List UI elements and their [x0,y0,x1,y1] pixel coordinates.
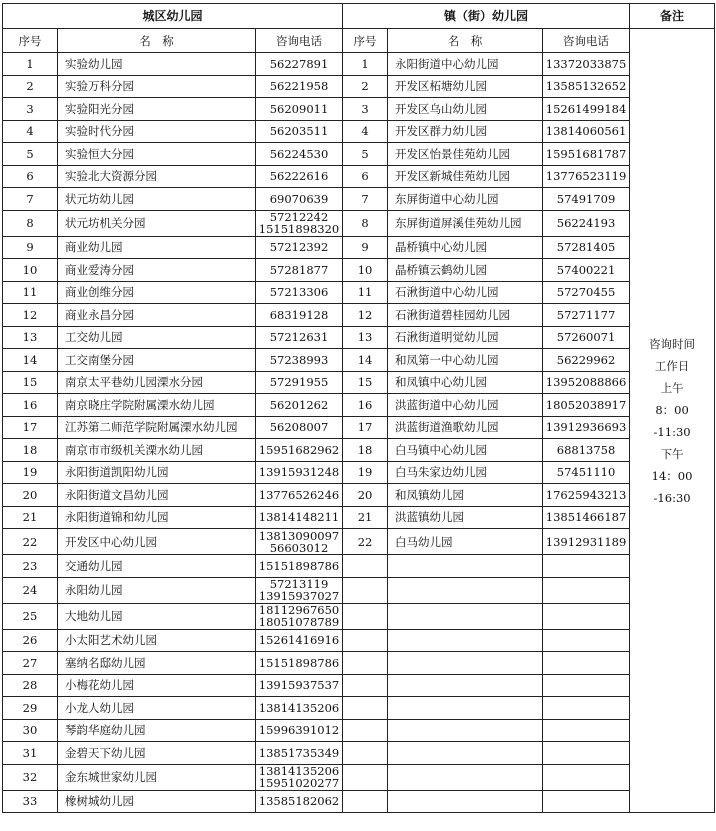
city-no-cell: 30 [3,719,58,742]
city-phone-cell [256,281,343,304]
city-name-cell: 工交南堡分园 [58,349,256,372]
town-name-cell: 和凤镇幼儿园 [388,484,543,507]
city-phone-number: 57281877 [269,262,329,277]
city-phone-number: 56209011 [269,101,329,116]
table-row [3,98,715,121]
city-name-cell: 交通幼儿园 [58,555,256,578]
city-phone-cell [256,674,343,697]
town-name-cell-empty [388,577,543,603]
table-row [3,304,715,327]
city-phone-number: 57212631 [269,330,329,345]
town-col-no-header: 序号 [343,29,388,53]
table-row [3,629,715,652]
city-name-cell: 实验恒大分园 [58,143,256,166]
town-phone-cell: 13814060561 [543,120,630,143]
town-phone-cell: 57270455 [543,281,630,304]
town-name-cell-empty [388,652,543,675]
city-phone-number: 56221958 [269,79,329,94]
town-no-cell: 13 [343,326,388,349]
city-no-cell: 33 [3,790,58,813]
city-phone-number: 15996391012 [258,723,340,738]
town-phone-cell: 15261499184 [543,98,630,121]
table-row [3,371,715,394]
table-row [3,416,715,439]
town-no-cell: 4 [343,120,388,143]
town-phone-cell-empty [543,577,630,603]
city-no-cell: 11 [3,281,58,304]
town-phone-cell-empty [543,790,630,813]
table-row [3,652,715,675]
town-name-cell-empty [388,603,543,629]
town-phone-cell: 13372033875 [543,53,630,76]
table-row [3,790,715,813]
town-phone-cell: 57260071 [543,326,630,349]
town-no-cell: 18 [343,439,388,462]
town-no-cell-empty [343,603,388,629]
city-phone-cell [256,790,343,813]
town-no-cell: 9 [343,236,388,259]
town-name-cell: 开发区怡景佳苑幼儿园 [388,143,543,166]
town-no-cell: 2 [343,75,388,98]
city-name-cell: 永阳幼儿园 [58,577,256,603]
city-no-cell: 12 [3,304,58,327]
city-phone-number: 57213306 [269,285,329,300]
city-phone-cell [256,236,343,259]
city-phone-cell [256,697,343,720]
city-no-cell: 26 [3,629,58,652]
city-phone-number: 13585182062 [258,794,340,809]
city-phone-cell [256,53,343,76]
table-row [3,506,715,529]
notes-line: 14：00 [651,468,693,483]
city-no-cell: 15 [3,371,58,394]
town-name-cell: 开发区新城佳苑幼儿园 [388,165,543,188]
city-phone-number: 18051078789 [258,615,340,629]
town-name-cell-empty [388,555,543,578]
city-phone-number: 15951020277 [258,776,340,790]
city-col-name-header: 名 称 [58,29,256,53]
city-phone-cell [256,349,343,372]
city-phone-cell [256,143,343,166]
city-no-cell: 20 [3,484,58,507]
town-phone-cell: 56224193 [543,210,630,236]
town-no-cell: 3 [343,98,388,121]
table-row [3,555,715,578]
town-name-cell: 石湫街道中心幼儿园 [388,281,543,304]
town-name-cell: 东屏街道中心幼儿园 [388,188,543,211]
city-no-cell: 5 [3,143,58,166]
city-phone-cell [256,371,343,394]
table-row [3,326,715,349]
city-phone-number: 57291955 [269,375,329,390]
city-phone-number: 15151898786 [258,558,340,573]
city-name-cell: 塞纳名邸幼儿园 [58,652,256,675]
city-phone-cell [256,555,343,578]
town-no-cell: 21 [343,506,388,529]
town-phone-cell-empty [543,652,630,675]
town-no-cell-empty [343,577,388,603]
city-phone-number: 56203511 [269,124,329,139]
city-phone-cell [256,98,343,121]
town-name-cell: 晶桥镇云鹤幼儿园 [388,259,543,282]
notes-line: -16:30 [653,490,691,505]
city-phone-number: 13915931248 [258,465,340,480]
notes-header: 备注 [630,4,715,29]
city-phone-cell [256,304,343,327]
town-no-cell-empty [343,652,388,675]
town-name-cell-empty [388,742,543,765]
city-name-cell: 金碧天下幼儿园 [58,742,256,765]
table-row [3,603,715,629]
city-name-cell: 永阳街道凯阳幼儿园 [58,461,256,484]
city-phone-cell [256,120,343,143]
town-name-cell: 石湫街道碧桂园幼儿园 [388,304,543,327]
city-col-no-header: 序号 [3,29,58,53]
table-row [3,674,715,697]
city-phone-cell [256,394,343,417]
town-no-cell: 10 [343,259,388,282]
town-section-header: 镇（街）幼儿园 [343,4,630,29]
city-phone-number: 68319128 [269,307,329,322]
city-no-cell: 25 [3,603,58,629]
city-name-cell: 商业幼儿园 [58,236,256,259]
city-phone-number: 56201262 [269,397,329,412]
city-name-cell: 商业创维分园 [58,281,256,304]
town-name-cell: 白马镇中心幼儿园 [388,439,543,462]
city-phone-cell [256,719,343,742]
kindergarten-table [2,3,715,813]
table-row [3,75,715,98]
notes-cell [630,29,715,813]
town-phone-cell: 57491709 [543,188,630,211]
town-name-cell: 石湫街道明觉幼儿园 [388,326,543,349]
town-no-cell: 8 [343,210,388,236]
kindergarten-table-wrapper [2,3,715,813]
city-phone-cell [256,461,343,484]
notes-line: 上午 [660,380,684,395]
town-no-cell: 7 [343,188,388,211]
town-phone-cell: 17625943213 [543,484,630,507]
city-phone-number: 18112967650 [258,603,340,617]
table-row [3,742,715,765]
city-phone-cell [256,165,343,188]
city-no-cell: 21 [3,506,58,529]
town-phone-cell: 13776523119 [543,165,630,188]
town-name-cell: 东屏街道屏溪佳苑幼儿园 [388,210,543,236]
city-no-cell: 4 [3,120,58,143]
table-row [3,719,715,742]
city-no-cell: 24 [3,577,58,603]
city-no-cell: 6 [3,165,58,188]
town-name-cell-empty [388,719,543,742]
city-no-cell: 22 [3,529,58,555]
town-col-phone-header: 咨询电话 [543,29,630,53]
city-phone-number: 57212392 [269,240,329,255]
town-name-cell: 和凤镇中心幼儿园 [388,371,543,394]
city-phone-cell [256,652,343,675]
city-phone-cell [256,188,343,211]
city-no-cell: 18 [3,439,58,462]
notes-line: 工作日 [654,358,690,373]
city-phone-cell [256,75,343,98]
city-name-cell: 橡树城幼儿园 [58,790,256,813]
notes-line: 下午 [660,446,684,461]
city-no-cell: 31 [3,742,58,765]
town-phone-cell: 57400221 [543,259,630,282]
city-name-cell: 商业爱涛分园 [58,259,256,282]
town-phone-cell-empty [543,697,630,720]
town-no-cell-empty [343,719,388,742]
town-name-cell-empty [388,697,543,720]
city-phone-number: 13851735349 [258,745,340,760]
city-name-cell: 小龙人幼儿园 [58,697,256,720]
city-name-cell: 实验幼儿园 [58,53,256,76]
city-phone-number: 56222616 [269,169,329,184]
city-name-cell: 开发区中心幼儿园 [58,529,256,555]
town-no-cell: 1 [343,53,388,76]
city-no-cell: 23 [3,555,58,578]
town-name-cell-empty [388,629,543,652]
city-phone-number: 13814148211 [258,510,340,525]
city-no-cell: 9 [3,236,58,259]
city-phone-number: 15951682962 [258,442,340,457]
town-no-cell-empty [343,674,388,697]
city-no-cell: 16 [3,394,58,417]
city-no-cell: 29 [3,697,58,720]
town-col-name-header: 名 称 [388,29,543,53]
table-row [3,764,715,790]
table-row [3,259,715,282]
city-phone-number: 13813090097 [258,528,340,543]
city-phone-number: 15151898786 [258,655,340,670]
city-no-cell: 13 [3,326,58,349]
town-no-cell: 19 [343,461,388,484]
town-phone-cell: 57281405 [543,236,630,259]
city-name-cell: 小梅花幼儿园 [58,674,256,697]
town-phone-cell: 57451110 [543,461,630,484]
town-phone-cell: 18052038917 [543,394,630,417]
city-no-cell: 2 [3,75,58,98]
town-phone-cell-empty [543,764,630,790]
city-name-cell: 实验时代分园 [58,120,256,143]
city-phone-number: 69070639 [269,191,329,206]
table-row [3,281,715,304]
town-no-cell-empty [343,790,388,813]
city-no-cell: 14 [3,349,58,372]
table-row [3,165,715,188]
town-phone-cell-empty [543,719,630,742]
city-phone-number: 13814135206 [258,764,340,778]
city-phone-cell [256,577,343,603]
town-phone-cell: 13912936693 [543,416,630,439]
town-no-cell: 20 [343,484,388,507]
city-no-cell: 10 [3,259,58,282]
city-name-cell: 工交幼儿园 [58,326,256,349]
town-name-cell-empty [388,764,543,790]
city-phone-cell [256,484,343,507]
town-phone-cell: 13851466187 [543,506,630,529]
city-name-cell: 南京市市级机关溧水幼儿园 [58,439,256,462]
city-name-cell: 永阳街道文昌幼儿园 [58,484,256,507]
city-phone-cell [256,603,343,629]
table-row [3,143,715,166]
city-no-cell: 8 [3,210,58,236]
town-no-cell: 15 [343,371,388,394]
town-phone-cell: 15951681787 [543,143,630,166]
city-no-cell: 3 [3,98,58,121]
notes-line: 8：00 [655,402,689,417]
city-phone-number: 57213119 [269,577,329,591]
city-name-cell: 南京太平巷幼儿园溧水分园 [58,371,256,394]
section-header-row [3,4,715,29]
table-row [3,439,715,462]
town-phone-cell-empty [543,742,630,765]
town-name-cell-empty [388,790,543,813]
town-name-cell: 晶桥镇中心幼儿园 [388,236,543,259]
city-phone-number: 57238993 [269,352,329,367]
city-phone-cell [256,506,343,529]
town-no-cell-empty [343,764,388,790]
town-name-cell: 洪蓝街道渔歌幼儿园 [388,416,543,439]
table-row [3,188,715,211]
city-name-cell: 状元坊机关分园 [58,210,256,236]
table-row [3,577,715,603]
town-name-cell: 洪蓝街道中心幼儿园 [388,394,543,417]
city-no-cell: 19 [3,461,58,484]
town-name-cell: 白马朱家边幼儿园 [388,461,543,484]
city-name-cell: 大地幼儿园 [58,603,256,629]
city-phone-cell [256,629,343,652]
town-name-cell: 开发区乌山幼儿园 [388,98,543,121]
city-phone-cell [256,210,343,236]
city-phone-number: 13915937027 [258,589,340,603]
city-name-cell: 琴韵华庭幼儿园 [58,719,256,742]
town-name-cell: 开发区群力幼儿园 [388,120,543,143]
city-no-cell: 17 [3,416,58,439]
town-no-cell: 17 [343,416,388,439]
town-phone-cell-empty [543,629,630,652]
city-phone-cell [256,529,343,555]
town-no-cell: 5 [343,143,388,166]
town-phone-cell-empty [543,555,630,578]
city-phone-number: 56224530 [269,146,329,161]
city-no-cell: 27 [3,652,58,675]
city-name-cell: 永阳街道锦和幼儿园 [58,506,256,529]
city-phone-number: 13915937537 [258,678,340,693]
town-phone-cell: 13585132652 [543,75,630,98]
city-phone-cell [256,416,343,439]
city-phone-cell [256,326,343,349]
city-phone-number: 13776526246 [258,487,340,502]
city-no-cell: 28 [3,674,58,697]
town-no-cell: 11 [343,281,388,304]
city-phone-cell [256,259,343,282]
town-phone-cell: 57271177 [543,304,630,327]
town-phone-cell-empty [543,603,630,629]
city-phone-number: 13814135206 [258,700,340,715]
city-name-cell: 商业永昌分园 [58,304,256,327]
city-name-cell: 金东城世家幼儿园 [58,764,256,790]
city-phone-cell [256,439,343,462]
city-name-cell: 状元坊幼儿园 [58,188,256,211]
city-phone-number: 57212242 [269,210,329,224]
city-name-cell: 实验北大资源分园 [58,165,256,188]
town-no-cell: 14 [343,349,388,372]
town-name-cell: 和凤第一中心幼儿园 [388,349,543,372]
table-row [3,210,715,236]
city-no-cell: 1 [3,53,58,76]
column-header-row [3,29,715,53]
table-row [3,529,715,555]
city-phone-number: 15151898320 [258,222,340,236]
city-name-cell: 实验万科分园 [58,75,256,98]
town-name-cell: 开发区柘塘幼儿园 [388,75,543,98]
city-phone-number: 56227891 [269,56,329,71]
city-no-cell: 7 [3,188,58,211]
town-no-cell: 12 [343,304,388,327]
town-phone-cell: 68813758 [543,439,630,462]
city-section-header: 城区幼儿园 [3,4,343,29]
city-phone-cell [256,742,343,765]
town-no-cell-empty [343,629,388,652]
table-row [3,484,715,507]
notes-line: -11:30 [653,424,691,439]
town-name-cell: 洪蓝镇幼儿园 [388,506,543,529]
table-row [3,53,715,76]
town-phone-cell-empty [543,674,630,697]
table-row [3,120,715,143]
table-row [3,394,715,417]
town-name-cell-empty [388,674,543,697]
table-row [3,236,715,259]
city-phone-cell [256,764,343,790]
table-row [3,461,715,484]
notes-line: 咨询时间 [649,336,696,351]
town-no-cell-empty [343,555,388,578]
city-phone-number: 56208007 [269,420,329,435]
city-name-cell: 实验阳光分园 [58,98,256,121]
city-phone-number: 15261416916 [258,633,340,648]
city-name-cell: 南京晓庄学院附属溧水幼儿园 [58,394,256,417]
town-phone-cell: 56229962 [543,349,630,372]
town-no-cell: 22 [343,529,388,555]
city-no-cell: 32 [3,764,58,790]
table-row [3,349,715,372]
town-phone-cell: 13912931189 [543,529,630,555]
table-row [3,697,715,720]
town-no-cell: 16 [343,394,388,417]
town-no-cell-empty [343,697,388,720]
town-phone-cell: 13952088866 [543,371,630,394]
city-name-cell: 江苏第二师范学院附属溧水幼儿园 [58,416,256,439]
city-col-phone-header: 咨询电话 [256,29,343,53]
town-name-cell: 永阳街道中心幼儿园 [388,53,543,76]
town-name-cell: 白马幼儿园 [388,529,543,555]
town-no-cell: 6 [343,165,388,188]
city-name-cell: 小太阳艺术幼儿园 [58,629,256,652]
town-no-cell-empty [343,742,388,765]
city-phone-number: 56603012 [269,540,329,555]
